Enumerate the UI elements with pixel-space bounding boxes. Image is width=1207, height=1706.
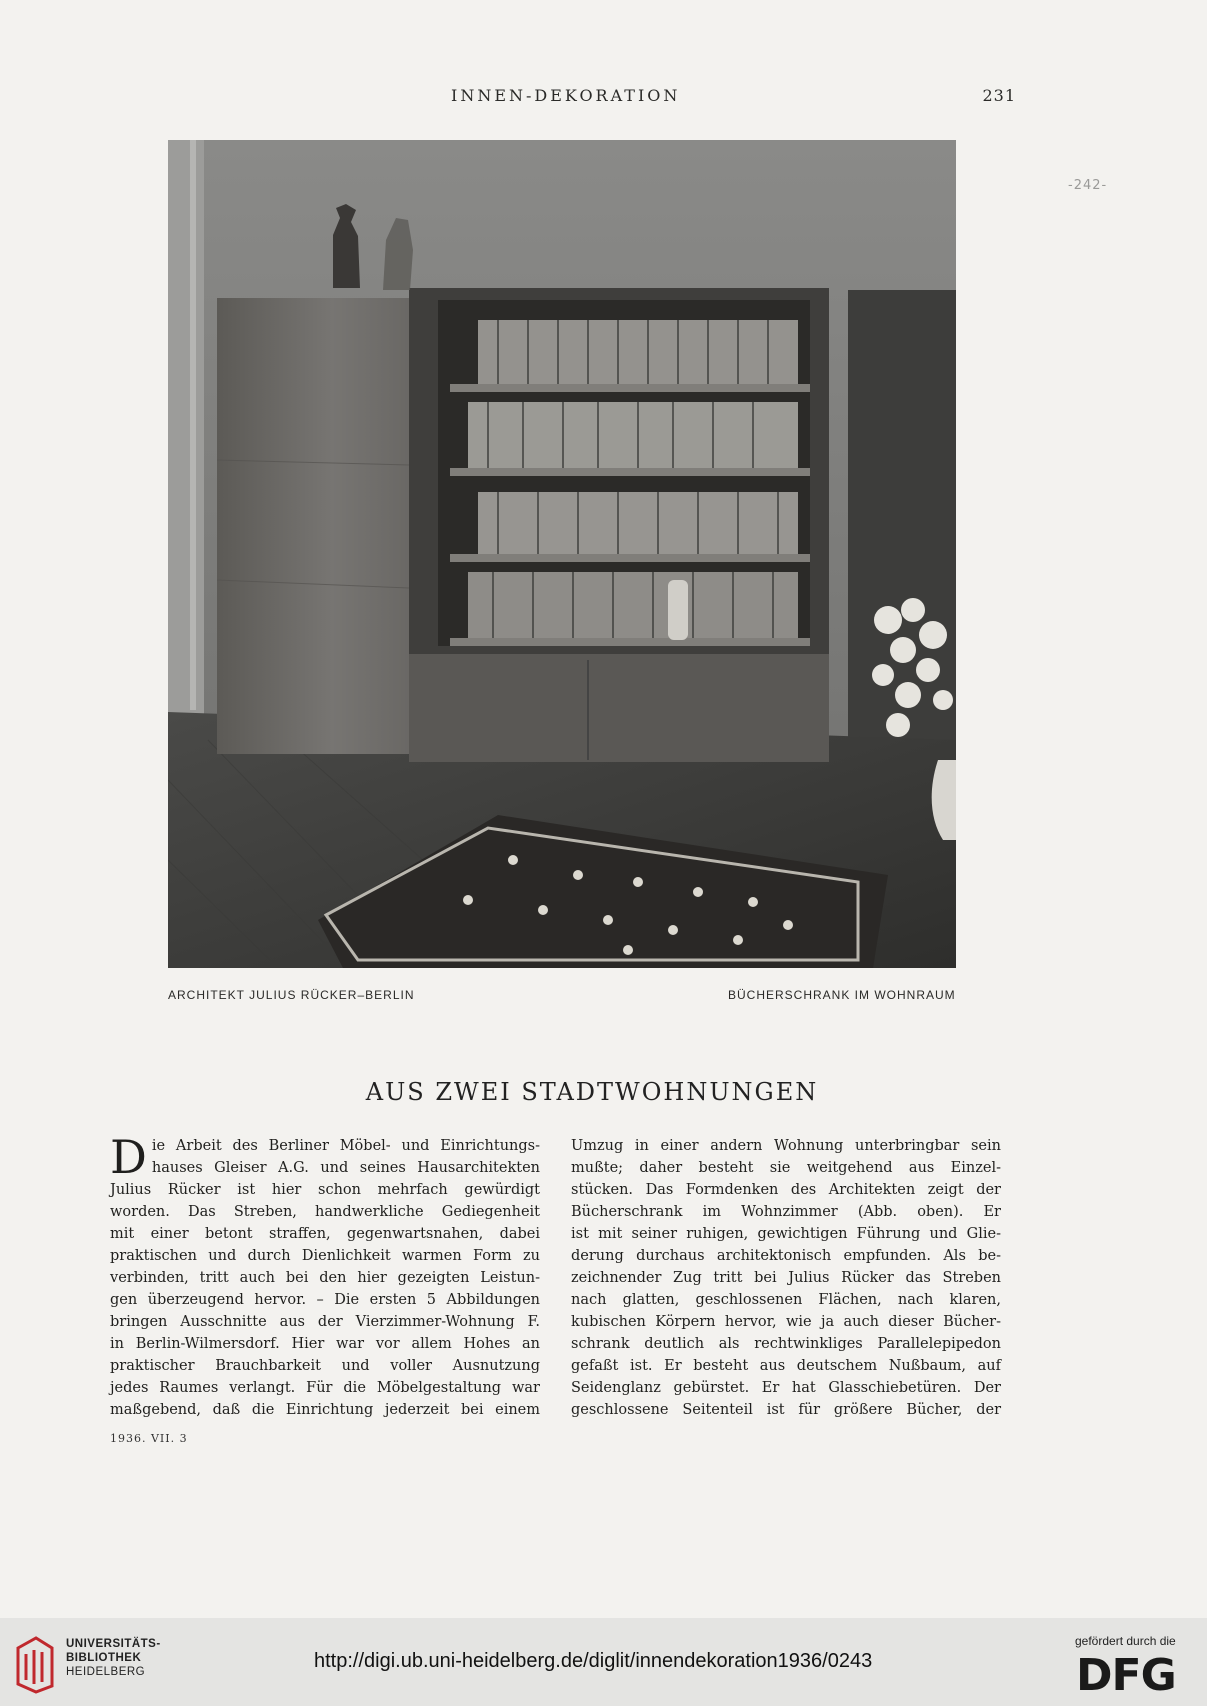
text-line: schrank deutlich als rechtwinkliges Parallelepipedon [571, 1336, 1001, 1352]
university-library-logo-icon [14, 1634, 56, 1694]
pencil-note: -242- [1068, 178, 1108, 193]
photo-caption-subject: BÜCHERSCHRANK IM WOHNRAUM [728, 988, 956, 1002]
text-line: Seidenglanz gebürstet. Er hat Glasschiebetüren. Der [571, 1380, 1001, 1396]
text-line: gen überzeugend hervor. – Die ersten 5 Abbildungen [110, 1292, 540, 1308]
text-line: in Berlin-Wilmersdorf. Hier war vor allem Hohes an [110, 1336, 540, 1352]
bookcase-photo-illustration [168, 140, 956, 968]
text-line: praktischen und durch Dienlichkeit warmen Form zu [110, 1248, 540, 1264]
printer-signature: 1936. VII. 3 [110, 1432, 188, 1445]
digitization-footer [0, 1618, 1207, 1706]
text-line: hauses Gleiser A.G. und seines Hausarchitekten [151, 1160, 540, 1176]
drop-cap: D [110, 1130, 147, 1184]
text-line: bringen Ausschnitte aus der Vierzimmer-Wohnung F. [110, 1314, 540, 1330]
text-line: mit einer betont straffen, gegenwartsnahen, dabei [110, 1226, 540, 1242]
text-line: geschlossene Seitenteil ist für größere Bücher, der [571, 1402, 1001, 1418]
text-column-left [110, 1130, 540, 1421]
text-line: worden. Das Streben, handwerkliche Gediegenheit [110, 1204, 540, 1220]
text-line: ist mit seiner ruhigen, gewichtigen Führung und Glie- [571, 1226, 1001, 1242]
photo-caption-architect: ARCHITEKT JULIUS RÜCKER–BERLIN [168, 988, 415, 1002]
text-line: derung durchaus architektonisch empfunden. Als be- [571, 1248, 1001, 1264]
running-head [168, 86, 1016, 108]
text-line: Julius Rücker ist hier schon mehrfach gewürdigt [110, 1182, 540, 1198]
page-number: 231 [982, 86, 1016, 105]
text-line: kubischen Körpern hervor, wie ja auch dieser Bücher- [571, 1314, 1001, 1330]
text-line: ie Arbeit des Berliner Möbel- und Einrichtungs- [151, 1138, 540, 1154]
article-title: AUS ZWEI STADTWOHNUNGEN [365, 1078, 819, 1106]
dfg-logo: DFG [1076, 1650, 1176, 1701]
library-name [66, 1637, 161, 1679]
text-line: gefaßt ist. Er besteht aus deutschem Nußbaum, auf [571, 1358, 1001, 1374]
running-title: INNEN-DEKORATION [451, 86, 681, 105]
library-name-line: BIBLIOTHEK [66, 1652, 142, 1664]
text-line: jedes Raumes verlangt. Für die Möbelgestaltung war [110, 1380, 540, 1396]
funding-note: gefördert durch die [1075, 1634, 1176, 1648]
text-line: praktischer Brauchbarkeit und voller Ausnutzung [110, 1358, 540, 1374]
text-line: verbinden, tritt auch bei den hier gezeigten Leistun- [110, 1270, 540, 1286]
text-line: zeichnender Zug tritt bei Julius Rücker das Streben [571, 1270, 1001, 1286]
text-line: Bücherschrank im Wohnzimmer (Abb. oben). Er [571, 1204, 1001, 1220]
permalink-url[interactable]: http://digi.ub.uni-heidelberg.de/diglit/innendekoration1936/0243 [314, 1650, 873, 1672]
text-column-right [571, 1135, 1001, 1421]
library-name-line: UNIVERSITÄTS- [66, 1638, 161, 1650]
text-line: mußte; daher besteht sie weitgehend aus Einzel- [571, 1160, 1001, 1176]
library-name-line: HEIDELBERG [66, 1666, 146, 1678]
text-line: nach glatten, geschlossenen Flächen, nach klaren, [571, 1292, 1001, 1308]
text-line: maßgebend, daß die Einrichtung jederzeit bei einem [110, 1402, 540, 1418]
bookcase-photograph [168, 140, 956, 968]
text-line: Umzug in einer andern Wohnung unterbringbar sein [571, 1138, 1001, 1154]
text-line: stücken. Das Formdenken des Architekten zeigt der [571, 1182, 1001, 1198]
